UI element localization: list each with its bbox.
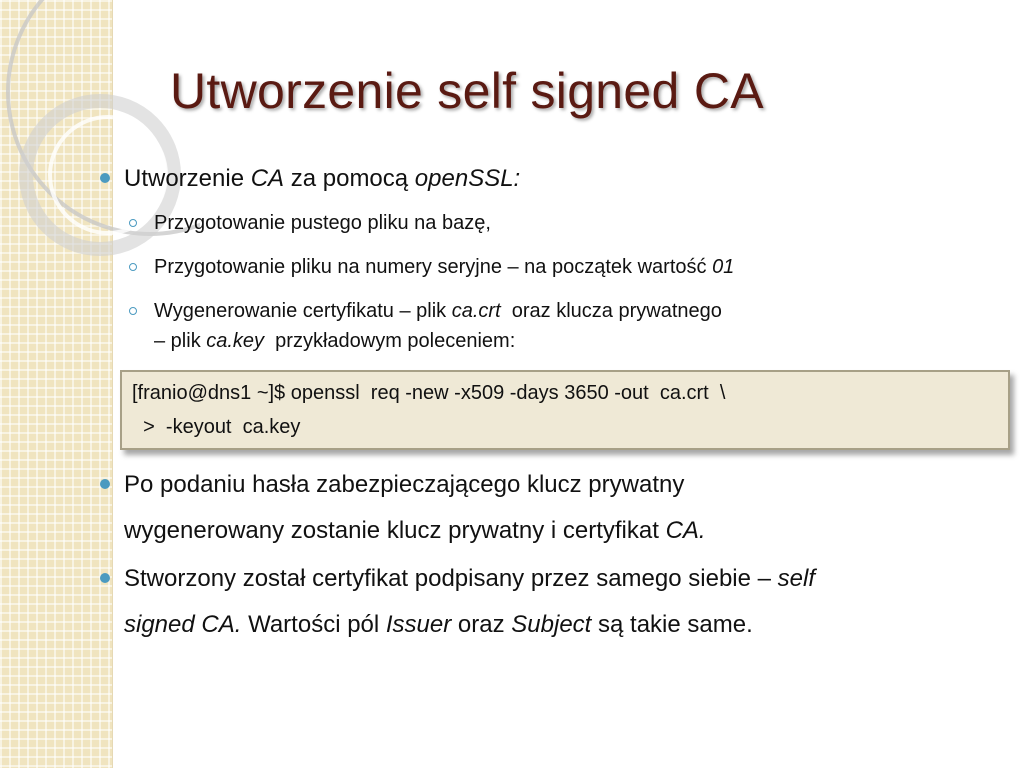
subbullet-generate-cert: Wygenerowanie certyfikatu – plik ca.crt oraz klucza prywatnego – plik ca.key przykładowym poleceniem: — [98, 296, 1010, 356]
bullet-dot-icon — [100, 479, 110, 489]
bullet-create-ca: Utworzenie CA za pomocą openSSL: — [98, 156, 1010, 202]
command-box — [120, 370, 1010, 450]
bullet-private-key: Po podaniu hasła zabezpieczającego klucz prywatny wygenerowany zostanie klucz prywatny i certyfikat CA. — [98, 462, 1010, 554]
slide-content — [98, 156, 1010, 650]
subbullet-ring-icon — [129, 307, 137, 315]
command-line-1: [franio@dns1 ~]$ openssl req -new -x509 -days 3650 -out ca.crt \ — [132, 382, 726, 404]
bullet-dot-icon — [100, 573, 110, 583]
subbullet-empty-file: Przygotowanie pustego pliku na bazę, — [98, 208, 1010, 238]
slide-title: Utworzenie self signed CA — [170, 63, 764, 119]
subbullet-ring-icon — [129, 219, 137, 227]
bullet-self-signed: Stworzony został certyfikat podpisany przez samego siebie – self signed CA. Wartości pól Issuer oraz Subject są takie same. — [98, 556, 1010, 648]
subbullet-serial-file: Przygotowanie pliku na numery seryjne – na początek wartość 01 — [98, 252, 1010, 282]
command-line-2: > -keyout ca.key — [132, 416, 301, 438]
bullet-dot-icon — [100, 173, 110, 183]
subbullet-ring-icon — [129, 263, 137, 271]
